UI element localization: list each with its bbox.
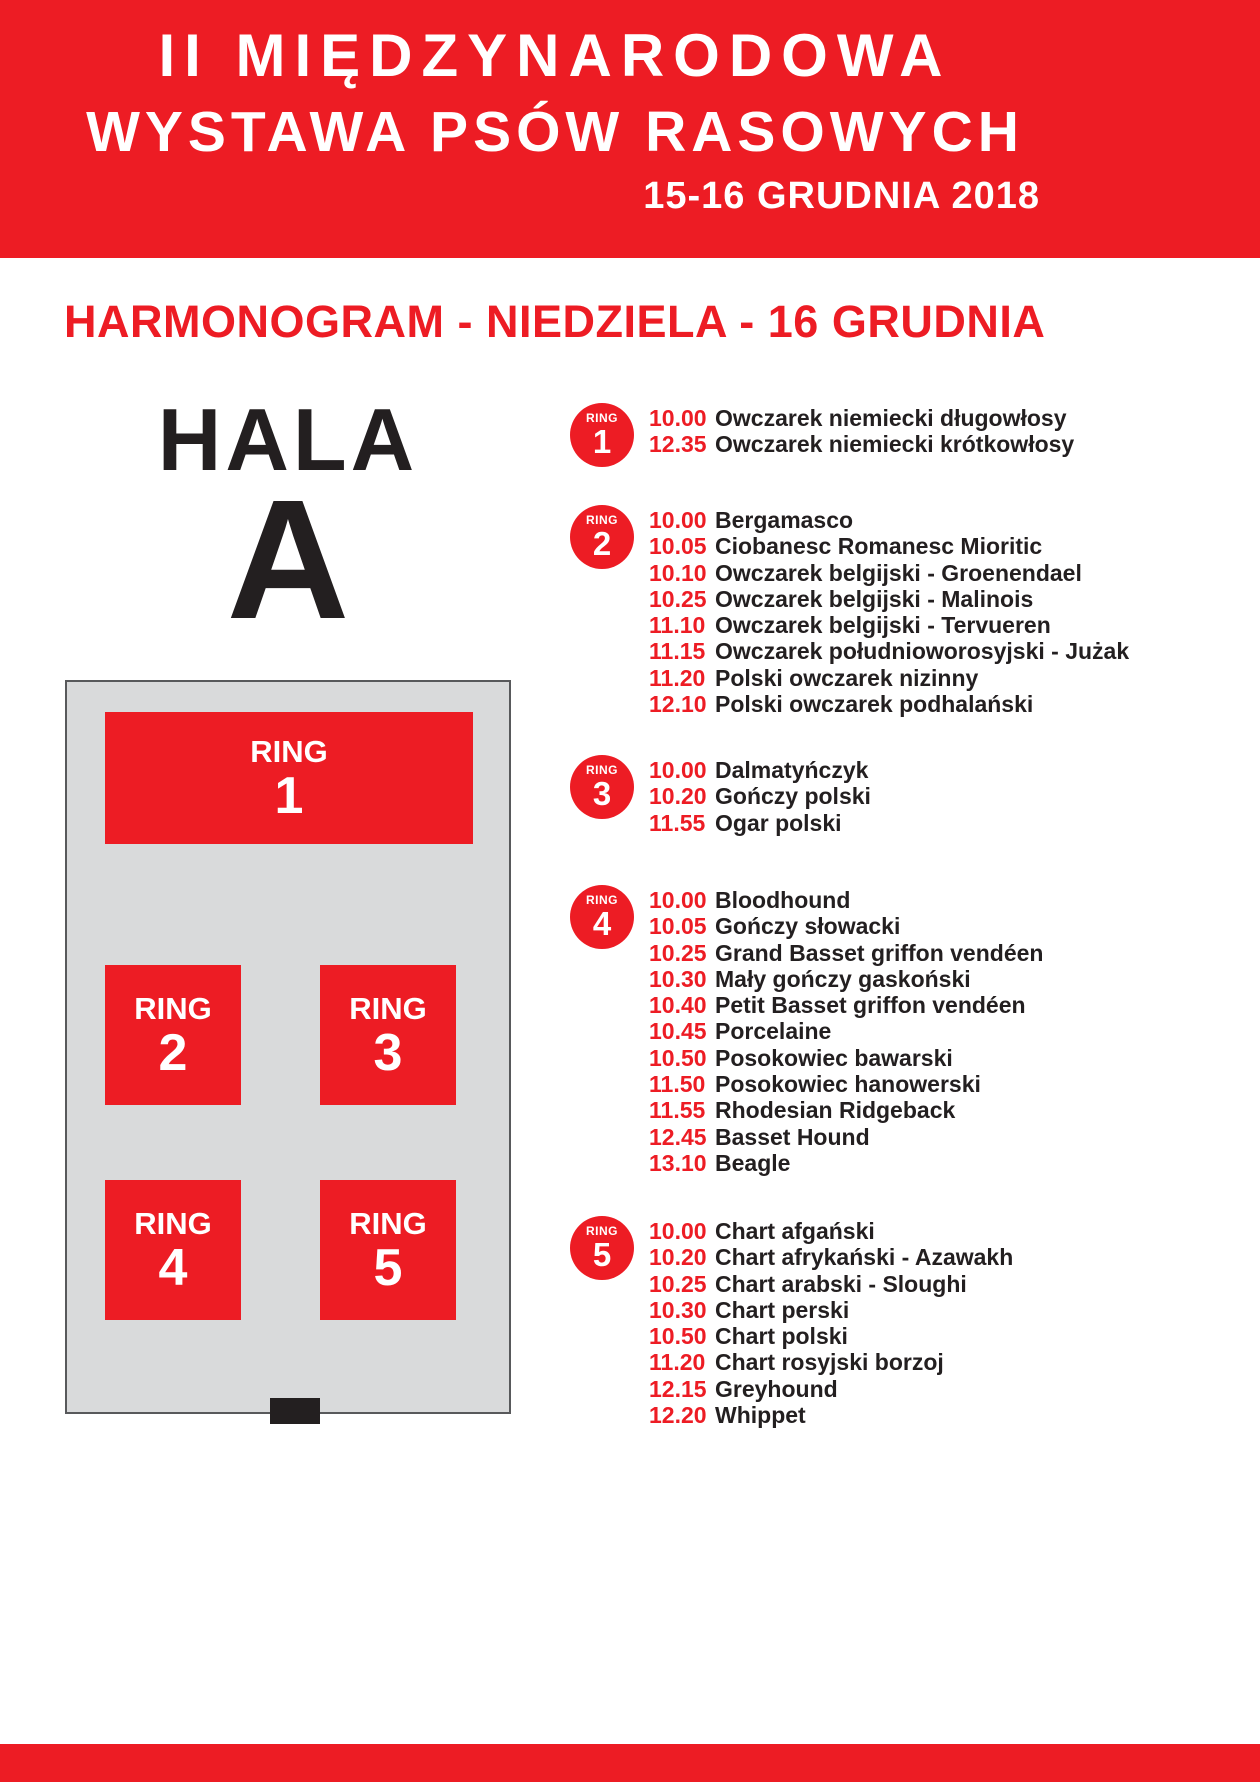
time-label: 11.55	[649, 1097, 706, 1124]
hall-word: HALA	[157, 390, 419, 489]
schedule-row	[649, 560, 1129, 586]
breed-name: Chart afgański	[715, 1218, 875, 1244]
time-label: 10.00	[649, 1218, 707, 1244]
ring-3-badge-word: RING	[586, 763, 618, 777]
ring-2-badge-word: RING	[586, 513, 618, 527]
breed-name: Posokowiec bawarski	[715, 1044, 953, 1071]
floorplan-ring-1	[105, 712, 473, 844]
schedule-row	[649, 665, 1129, 691]
floorplan-ring-3-word: RING	[349, 991, 427, 1027]
schedule-row	[649, 1376, 1013, 1402]
time-label: 13.10	[649, 1149, 707, 1176]
ring-3-schedule	[570, 755, 871, 836]
schedule-row	[649, 1218, 1013, 1244]
breed-name: Basset Hound	[715, 1123, 870, 1150]
floorplan-ring-1-number: 1	[274, 766, 304, 825]
breed-name: Chart polski	[715, 1323, 848, 1350]
breed-name: Chart perski	[715, 1296, 850, 1323]
schedule-row	[649, 940, 1043, 966]
schedule-row	[649, 1097, 1043, 1123]
schedule-row	[649, 1071, 1043, 1097]
title-line-2: WYSTAWA PSÓW RASOWYCH	[86, 100, 1024, 164]
floorplan-ring-4-word: RING	[134, 1206, 212, 1242]
ring-4-schedule	[570, 885, 1043, 1176]
ring-1-badge	[570, 403, 634, 467]
time-label: 10.40	[649, 992, 707, 1019]
floorplan-ring-1-word: RING	[250, 734, 328, 770]
ring-2-badge	[570, 505, 634, 569]
floorplan-ring-5	[320, 1180, 456, 1320]
ring-1-schedule	[570, 403, 1074, 467]
breed-name: Ogar polski	[715, 809, 842, 836]
time-label: 10.50	[649, 1323, 707, 1350]
time-label: 10.25	[649, 585, 707, 612]
schedule-row	[649, 1018, 1043, 1044]
floorplan-ring-2-word: RING	[134, 991, 212, 1027]
schedule-row	[649, 913, 1043, 939]
floorplan-ring-3-number: 3	[373, 1023, 403, 1082]
breed-name: Polski owczarek podhalański	[715, 691, 1034, 718]
schedule-row	[649, 783, 871, 809]
breed-name: Owczarek belgijski - Tervueren	[715, 612, 1051, 639]
schedule-row	[649, 1297, 1013, 1323]
time-label: 10.50	[649, 1044, 707, 1071]
schedule-row	[649, 1402, 1013, 1428]
breed-name: Petit Basset griffon vendéen	[715, 992, 1026, 1019]
time-label: 11.20	[649, 1349, 706, 1376]
floorplan-ring-3	[320, 965, 456, 1105]
ring-3-rows	[649, 755, 871, 836]
time-label: 10.00	[649, 887, 707, 913]
time-label: 10.45	[649, 1018, 707, 1045]
schedule-row	[649, 507, 1129, 533]
footer-bar	[0, 1744, 1260, 1782]
time-label: 10.20	[649, 1244, 707, 1271]
time-label: 10.05	[649, 913, 707, 940]
breed-name: Rhodesian Ridgeback	[715, 1097, 956, 1124]
breed-name: Owczarek belgijski - Malinois	[715, 585, 1034, 612]
ring-4-badge	[570, 885, 634, 949]
floorplan-ring-2-number: 2	[158, 1023, 188, 1082]
ring-4-badge-number: 4	[592, 905, 612, 942]
time-label: 12.10	[649, 691, 707, 718]
time-label: 10.00	[649, 757, 707, 783]
time-label: 11.10	[649, 612, 706, 639]
breed-name: Polski owczarek nizinny	[715, 664, 979, 691]
floorplan-entrance-marker	[270, 1398, 320, 1424]
breed-name: Chart arabski - Sloughi	[715, 1270, 967, 1297]
ring-4-rows	[649, 885, 1043, 1176]
schedule-row	[649, 1349, 1013, 1375]
time-label: 10.30	[649, 965, 707, 992]
breed-name: Chart afrykański - Azawakh	[715, 1244, 1014, 1271]
schedule-row	[649, 1150, 1043, 1176]
breed-name: Gończy słowacki	[715, 913, 901, 940]
ring-3-badge	[570, 755, 634, 819]
breed-name: Bergamasco	[715, 507, 854, 533]
time-label: 11.15	[649, 638, 706, 665]
floorplan-ring-4	[105, 1180, 241, 1320]
schedule-row	[649, 966, 1043, 992]
ring-5-badge-word: RING	[586, 1224, 618, 1238]
header-text-block	[70, 24, 1040, 218]
ring-5-rows	[649, 1216, 1013, 1428]
time-label: 12.35	[649, 431, 707, 458]
time-label: 10.00	[649, 507, 707, 533]
ring-3-badge-number: 3	[592, 775, 612, 812]
time-label: 10.30	[649, 1296, 707, 1323]
ring-5-schedule	[570, 1216, 1013, 1428]
time-label: 12.20	[649, 1402, 707, 1429]
schedule-row	[649, 1045, 1043, 1071]
schedule-row	[649, 810, 871, 836]
schedule-row	[649, 405, 1074, 431]
time-label: 11.50	[649, 1071, 706, 1098]
schedule-row	[649, 612, 1129, 638]
ring-5-badge-number: 5	[592, 1236, 612, 1273]
schedule-row	[649, 1271, 1013, 1297]
time-label: 12.45	[649, 1123, 707, 1150]
ring-2-rows	[649, 505, 1129, 717]
schedule-heading: HARMONOGRAM - NIEDZIELA - 16 GRUDNIA	[64, 296, 1046, 347]
breed-name: Owczarek południoworosyjski - Jużak	[715, 638, 1130, 665]
floorplan-ring-4-number: 4	[158, 1238, 188, 1297]
schedule-row	[649, 757, 871, 783]
schedule-row	[649, 887, 1043, 913]
ring-1-badge-word: RING	[586, 411, 618, 425]
schedule-row	[649, 691, 1129, 717]
breed-name: Gończy polski	[715, 783, 871, 810]
time-label: 10.10	[649, 559, 707, 586]
breed-name: Bloodhound	[715, 887, 851, 913]
time-label: 11.55	[649, 809, 706, 836]
time-label: 10.05	[649, 533, 707, 560]
time-label: 10.20	[649, 783, 707, 810]
breed-name: Greyhound	[715, 1375, 838, 1402]
hall-label	[65, 390, 511, 655]
breed-name: Ciobanesc Romanesc Mioritic	[715, 533, 1043, 560]
schedule-row	[649, 992, 1043, 1018]
ring-5-badge	[570, 1216, 634, 1280]
time-label: 10.25	[649, 939, 707, 966]
breed-name: Mały gończy gaskoński	[715, 965, 971, 992]
ring-4-badge-word: RING	[586, 893, 618, 907]
event-dates: 15-16 GRUDNIA 2018	[643, 174, 1040, 217]
time-label: 10.00	[649, 405, 707, 431]
floorplan-ring-5-word: RING	[349, 1206, 427, 1242]
schedule-row	[649, 533, 1129, 559]
breed-name: Chart rosyjski borzoj	[715, 1349, 944, 1376]
title-line-1: II MIĘDZYNARODOWA	[158, 22, 952, 89]
breed-name: Whippet	[715, 1402, 806, 1429]
time-label: 12.15	[649, 1375, 707, 1402]
time-label: 11.20	[649, 664, 706, 691]
header-banner	[0, 0, 1260, 258]
ring-1-badge-number: 1	[592, 423, 612, 460]
schedule-row	[649, 1124, 1043, 1150]
breed-name: Beagle	[715, 1149, 791, 1176]
breed-name: Porcelaine	[715, 1018, 832, 1045]
floor-plan	[65, 680, 511, 1414]
schedule-row	[649, 586, 1129, 612]
schedule-row	[649, 1323, 1013, 1349]
breed-name: Owczarek niemiecki długowłosy	[715, 405, 1067, 431]
breed-name: Owczarek niemiecki krótkowłosy	[715, 431, 1075, 458]
schedule-row	[649, 1244, 1013, 1270]
ring-2-schedule	[570, 505, 1129, 717]
breed-name: Owczarek belgijski - Groenendael	[715, 559, 1082, 586]
hall-letter: A	[226, 465, 350, 655]
time-label: 10.25	[649, 1270, 707, 1297]
floorplan-ring-2	[105, 965, 241, 1105]
ring-1-rows	[649, 403, 1074, 458]
schedule-row	[649, 638, 1129, 664]
floorplan-ring-5-number: 5	[373, 1238, 403, 1297]
breed-name: Posokowiec hanowerski	[715, 1071, 981, 1098]
schedule-row	[649, 431, 1074, 457]
breed-name: Dalmatyńczyk	[715, 757, 869, 783]
breed-name: Grand Basset griffon vendéen	[715, 939, 1044, 966]
ring-2-badge-number: 2	[592, 525, 612, 562]
